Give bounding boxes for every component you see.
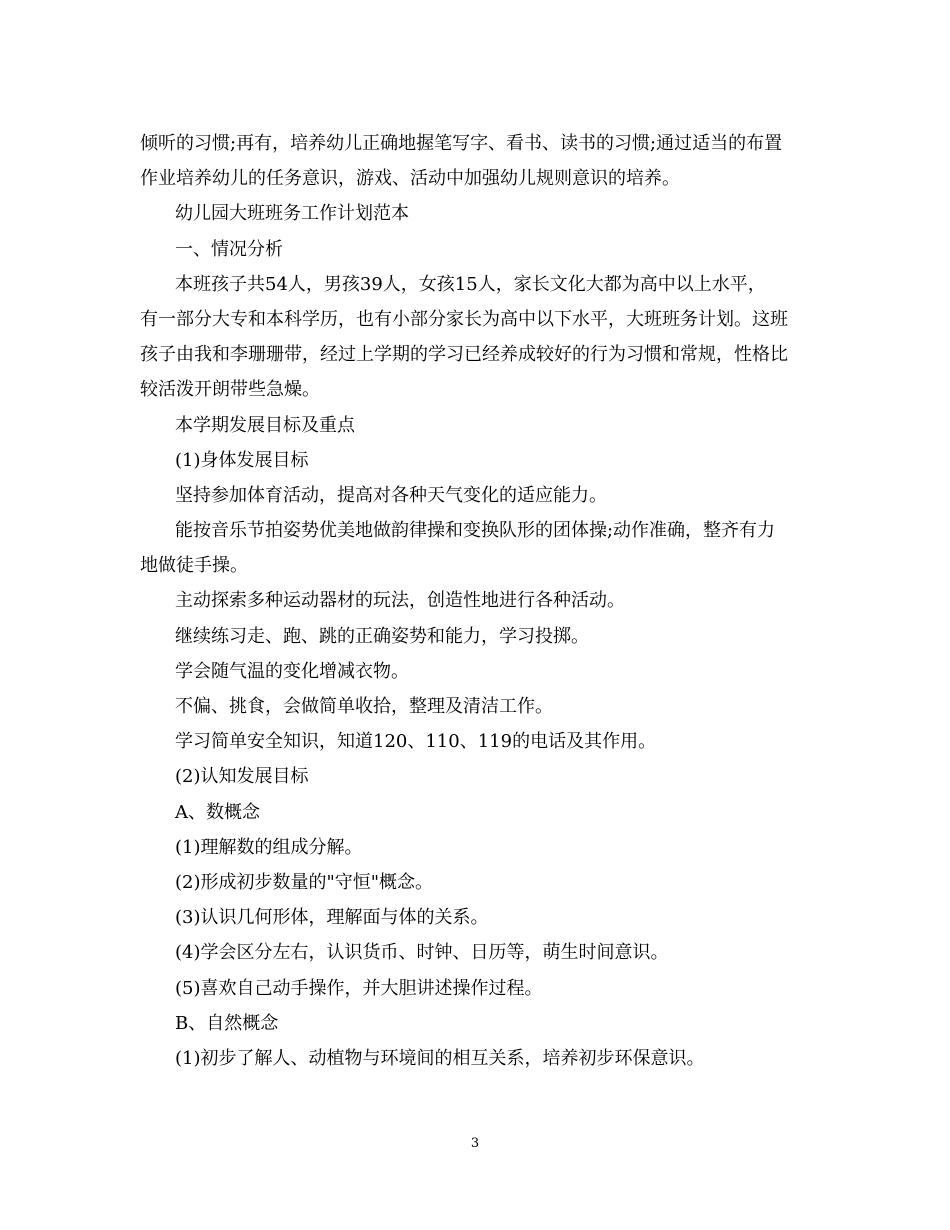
list-item-continuation: 地做徒手操。	[140, 555, 248, 577]
list-item: (5)喜欢自己动手操作，并大胆讲述操作过程。	[175, 977, 543, 999]
list-item: 学习简单安全知识，知道120、110、119的电话及其作用。	[175, 731, 657, 753]
list-item: (1)理解数的组成分解。	[175, 836, 363, 858]
list-item: (3)认识几何形体，理解面与体的关系。	[175, 907, 489, 929]
list-item: 不偏、挑食，会做简单收拾，整理及清洁工作。	[175, 696, 553, 717]
category-heading: B、自然概念	[175, 1012, 279, 1034]
paragraph-line: 有一部分大专和本科学历，也有小部分家长为高中以下水平，大班班务计划。这班	[140, 308, 788, 330]
subsection-heading: (1)身体发展目标	[175, 449, 309, 471]
paragraph-line: 作业培养幼儿的任务意识，游戏、活动中加强幼儿规则意识的培养。	[140, 168, 680, 190]
list-item: (1)初步了解人、动植物与环境间的相互关系，培养初步环保意识。	[175, 1047, 705, 1069]
section-heading: 幼儿园大班班务工作计划范本	[175, 203, 409, 225]
list-item: (2)形成初步数量的"守恒"概念。	[175, 871, 434, 893]
list-item: 学会随气温的变化增减衣物。	[175, 660, 409, 682]
paragraph-line: 较活泼开朗带些急燥。	[140, 379, 320, 401]
section-heading: 本学期发展目标及重点	[175, 414, 355, 436]
paragraph-line: 孩子由我和李珊珊带，经过上学期的学习已经养成较好的行为习惯和常规，性格比	[140, 344, 788, 366]
paragraph-line: 本班孩子共54人，男孩39人，女孩15人，家长文化大都为高中以上水平，	[175, 273, 766, 295]
list-item: 继续练习走、跑、跳的正确姿势和能力，学习投掷。	[175, 625, 589, 647]
section-heading: 一、情况分析	[175, 238, 283, 260]
subsection-heading: (2)认知发展目标	[175, 766, 309, 788]
body-text	[140, 126, 812, 1076]
list-item: 主动探索多种运动器材的玩法，创造性地进行各种活动。	[175, 590, 625, 612]
list-item: (4)学会区分左右，认识货币、时钟、日历等，萌生时间意识。	[175, 942, 669, 964]
list-item: 坚持参加体育活动，提高对各种天气变化的适应能力。	[175, 484, 607, 506]
page-number: 3	[470, 1136, 480, 1151]
paragraph-line: 倾听的习惯;再有，培养幼儿正确地握笔写字、看书、读书的习惯;通过适当的布置	[140, 133, 783, 154]
category-heading: A、数概念	[175, 801, 260, 823]
list-item: 能按音乐节拍姿势优美地做韵律操和变换队形的团体操;动作准确，整齐有力	[175, 520, 776, 542]
